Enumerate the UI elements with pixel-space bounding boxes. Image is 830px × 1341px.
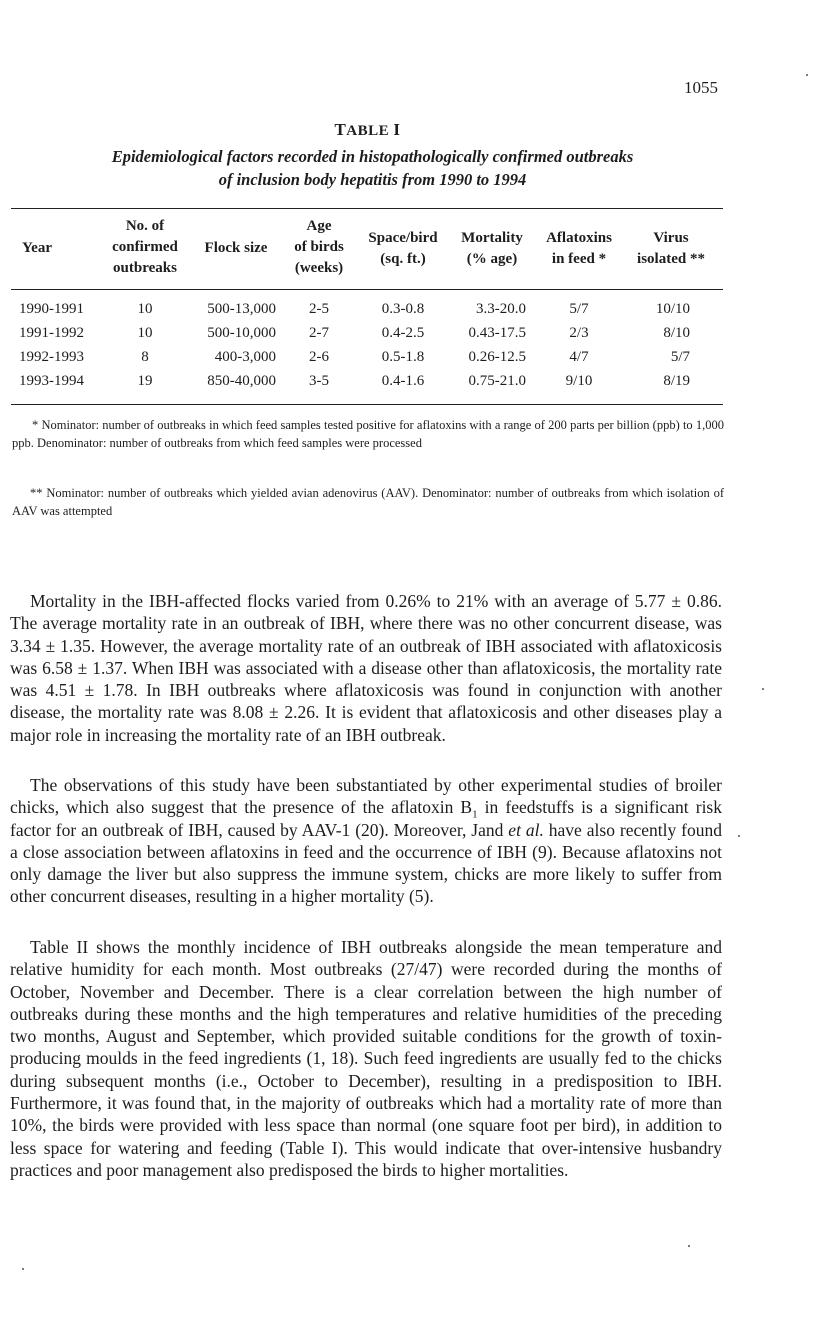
cell-virus: 10/10: [655, 301, 690, 317]
cell-year: 1993-1994: [19, 373, 84, 389]
table-caption: [40, 145, 705, 191]
cell-mortality: 0.43-17.5: [468, 325, 526, 341]
header-flock-size: Flock size: [204, 240, 268, 256]
stray-mark: [22, 1268, 24, 1270]
cell-virus: 8/19: [663, 373, 690, 389]
stray-mark: [738, 835, 740, 837]
table-bottom-rule: [11, 404, 723, 405]
cell-mortality: 0.26-12.5: [468, 349, 526, 365]
header-aflatoxins: Aflatoxins in feed *: [546, 230, 612, 267]
header-age: Age of birds (weeks): [294, 218, 344, 276]
cell-year: 1992-1993: [19, 349, 84, 365]
caption-line: of inclusion body hepatitis from 1990 to 1994: [218, 170, 527, 189]
table-footnote-aflatoxins: * Nominator: number of outbreaks in which feed samples tested positive for aflatoxins with a range of 200 parts per billion (ppb) to 1,000 ppb. Denominator: number of outbreaks from which feed samples were processed: [12, 418, 724, 450]
cell-flock-size: 400-3,000: [214, 349, 276, 365]
table-footnote-virus: ** Nominator: number of outbreaks which yielded avian adenovirus (AAV). Denominator: number of outbreaks from which isolation of AAV was attempted: [12, 486, 724, 518]
cell-aflatoxins: 4/7: [569, 349, 589, 365]
caption-line: Epidemiological factors recorded in histopathologically confirmed outbreaks: [111, 147, 634, 166]
header-year: Year: [22, 240, 52, 256]
cell-aflatoxins: 2/3: [569, 325, 589, 341]
cell-age: 2-6: [309, 349, 329, 365]
cell-outbreaks: 10: [137, 301, 153, 317]
header-virus: Virus isolated **: [637, 230, 705, 267]
cell-space: 0.3-0.8: [381, 301, 425, 317]
cell-outbreaks: 10: [137, 325, 153, 341]
body-paragraph: The observations of this study have been substantiated by other experimental studies of broiler chicks, which also suggest that the presence of the aflatoxin $B_1$ in feedstuffs is a significant risk factor for an outbreak of IBH, caused by AAV-1 (20). Moreover, Jand et al. have also recently found a close association between aflatoxins in feed and the occurrence of IBH (9). Because aflatoxins not only damage the liver but also suppress the immune system, chicks are more likely to suffer from other concurrent diseases, resulting in a higher mortality (5).: [10, 775, 722, 907]
cell-age: 3-5: [309, 373, 329, 389]
header-mortality: Mortality (% age): [461, 230, 523, 267]
stray-mark: [762, 688, 764, 690]
cell-age: 2-5: [309, 301, 329, 317]
cell-aflatoxins: 9/10: [565, 373, 593, 389]
cell-outbreaks: 19: [137, 373, 153, 389]
cell-space: 0.4-2.5: [381, 325, 425, 341]
cell-virus: 8/10: [663, 325, 690, 341]
cell-flock-size: 850-40,000: [207, 373, 276, 389]
cell-year: 1990-1991: [19, 301, 84, 317]
stray-mark: [806, 74, 808, 76]
stray-mark: [688, 1245, 690, 1247]
body-paragraph: Mortality in the IBH-affected flocks varied from 0.26% to 21% with an average of 5.77 ± 0.86. The average mortality rate in an outbreak of IBH, where there was no other concurrent disease, was 3.34 ± 1.35. However, the average mortality rate of an outbreak of IBH associated with aflatoxicosis was 6.58 ± 1.37. When IBH was associated with a disease other than aflatoxicosis, the mortality rate was 4.51 ± 1.78. In IBH outbreaks where aflatoxicosis was found in conjunction with another disease, the mortality rate was 8.08 ± 2.26. It is evident that aflatoxicosis and other diseases play a major role in increasing the mortality rate of an IBH outbreak.: [10, 591, 722, 745]
table-label: TABLE I: [334, 120, 401, 139]
cell-age: 2-7: [309, 325, 329, 341]
cell-aflatoxins: 5/7: [569, 301, 589, 317]
cell-outbreaks: 8: [141, 349, 149, 365]
page-number: 1055: [684, 78, 718, 97]
cell-year: 1991-1992: [19, 325, 84, 341]
italic-citation: et al.: [508, 819, 544, 840]
cell-flock-size: 500-13,000: [207, 301, 276, 317]
cell-flock-size: 500-10,000: [207, 325, 276, 341]
table-top-rule: [11, 208, 723, 209]
body-paragraph: Table II shows the monthly incidence of IBH outbreaks alongside the mean temperature and relative humidity for each month. Most outbreaks (27/47) were recorded during the months of October, November and December. There is a clear correlation between the high number of outbreaks during these months and the high temperatures and relative humidities of the preceding two months, August and September, which provided suitable conditions for the growth of toxin-producing moulds in the feed ingredients (1, 18). Such feed ingredients are usually fed to the chicks during subsequent months (i.e., October to December), resulting in a predisposition to IBH. Furthermore, it was found that, in the majority of outbreaks which had a mortality rate of more than 10%, the birds were provided with less space than normal (one square foot per bird), in addition to less space for watering and feeding (Table I). This would indicate that over-intensive husbandry practices and poor management also predisposed the birds to higher mortalities.: [10, 937, 722, 1180]
table-header-rule: [11, 289, 723, 290]
cell-mortality: 0.75-21.0: [468, 373, 526, 389]
cell-space: 0.5-1.8: [381, 349, 425, 365]
cell-space: 0.4-1.6: [381, 373, 425, 389]
cell-mortality: 3.3-20.0: [476, 301, 526, 317]
subscript: 1: [472, 808, 478, 821]
header-space: Space/bird (sq. ft.): [368, 230, 438, 267]
header-outbreaks: No. of confirmed outbreaks: [112, 218, 178, 276]
cell-virus: 5/7: [670, 349, 690, 365]
